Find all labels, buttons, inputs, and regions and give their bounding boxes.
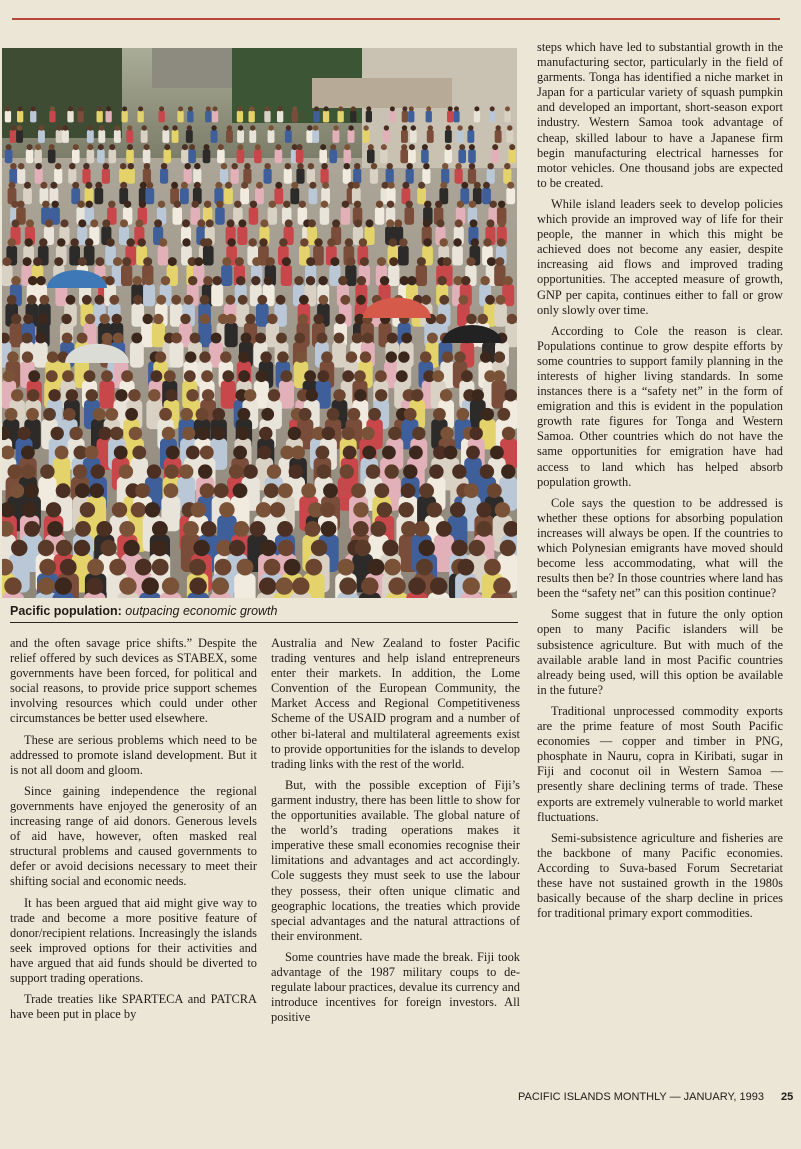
paragraph: steps which have led to substantial growth in the manufacturing sector, particularly in the field of garments. Tonga has identified a niche market in Japan for a particular variety of squash pumpkin and developed an important, short-season export industry. Western Samoa took advantage of cheap, skilled labour to have a Japanese firm begin manufacturing electrical harnesses for motor vehicles. One thousand jobs are expected to be created. (537, 40, 783, 190)
paragraph: Cole says the question to be addressed is whether these options for absorbing population increases will always be open. If the countries to which Polynesian emigrants have moved should become less accommodating, what will the results then be? In those countries where land has been the “safety net” can this position continue? (537, 495, 783, 601)
article-column-right (537, 40, 783, 927)
crowd-photo-illustration (2, 48, 517, 598)
caption-label: Pacific population: (10, 604, 122, 618)
paragraph: Since gaining independence the regional governments have enjoyed the generosity of an increasing range of aid donors. Generous levels of aid have, however, often masked real structural problems and caused governments to defer or avoid decisions necessary to meet their shifting social and economic needs. (10, 783, 257, 889)
paragraph: Trade treaties like SPARTECA and PATCRA have been put in place by (10, 992, 257, 1022)
paragraph: It has been argued that aid might give way to trade and become a more positive feature of donor/recipient relations. Increasingly the islands seek improved options for their activities and have argued that aid funds should be diverted to support trading operations. (10, 895, 257, 985)
paragraph: Traditional unprocessed commodity exports are the prime feature of most South Pacific economies — copper and timber in PNG, phosphate in Nauru, copra in Kiribati, sugar in Fiji and coconut oil in Western Samoa — presently share declining terms of trade. These exports are extremely vulnerable to world market fluctuations. (537, 703, 783, 824)
page-footer (518, 1091, 794, 1103)
paragraph: Some suggest that in future the only option open to many Pacific islanders will be subsistence agriculture. But with much of the available arable land in most Pacific countries already being used, will this option be available in the future? (537, 607, 783, 697)
paragraph: According to Cole the reason is clear. Populations continue to grow despite efforts by some countries to support family planning in the interests of higher living standards. In some instances there is a “safety net” in the form of emigration and this is evident in the population growth rate figures for Tonga and Western Samoa. Other countries which do not have the same opportunities for emigration have had access to land which has helped absorb population growth. (537, 323, 783, 489)
page-number: 25 (781, 1091, 794, 1103)
paragraph: But, with the possible exception of Fiji’s garment industry, there has been little to show for the opportunities available. The global nature of the world’s trading operations makes it imperative these small economies recognise their limitations and advantages and act accordingly. Cole suggests they must seek to use the labour they possess, their often unique climatic and geographic locations, the treaties which provide special advantages and the natural attractions of their environment. (271, 777, 520, 943)
article-column-left (10, 636, 257, 1028)
paragraph: Some countries have made the break. Fiji took advantage of the 1987 military coups to de-regulate labour practices, devalue its currency and introduce incentives for foreign investors. All positive (271, 949, 520, 1025)
paragraph: Semi-subsistence agriculture and fisheries are the backbone of many Pacific economies. According to Suva-based Forum Secretariat these have not sustained growth in the 1980s basically because of the sharp decline in prices for traditional primary export commodities. (537, 830, 783, 921)
publication-line: PACIFIC ISLANDS MONTHLY — JANUARY, 1993 (518, 1091, 764, 1103)
article-column-middle (271, 636, 520, 1031)
paragraph: These are serious problems which need to be addressed to promote island development. But it is not all doom and gloom. (10, 732, 257, 777)
top-rule (12, 18, 780, 20)
crowd-photo (2, 48, 517, 598)
caption-rule (10, 622, 518, 623)
paragraph: While island leaders seek to develop policies which provide an improved way of life for their people, the manner in which this might be achieved does not become any easier, despite increasing aid flows and improved trading opportunities. The accepted measure of growth, GNP per capita, continues either to fall or grow only slowly over time. (537, 196, 783, 317)
paragraph: Australia and New Zealand to foster Pacific trading ventures and help island entrepreneurs enter their markets. In addition, the Lome Convention of the European Community, the Market Access and Regional Competitiveness Scheme of the USAID program and a number of other bi-lateral and multilateral agreements exist to provide opportunities for the islands to develop trading links with the rest of the world. (271, 636, 520, 771)
caption-text: outpacing economic growth (125, 604, 278, 618)
photo-caption (10, 604, 518, 618)
paragraph: and the often savage price shifts.” Despite the relief offered by such devices as STABEX, some governments have been forced, for political and social reasons, to provide price support schemes involving resources which could under other circumstances be better used elsewhere. (10, 636, 257, 726)
